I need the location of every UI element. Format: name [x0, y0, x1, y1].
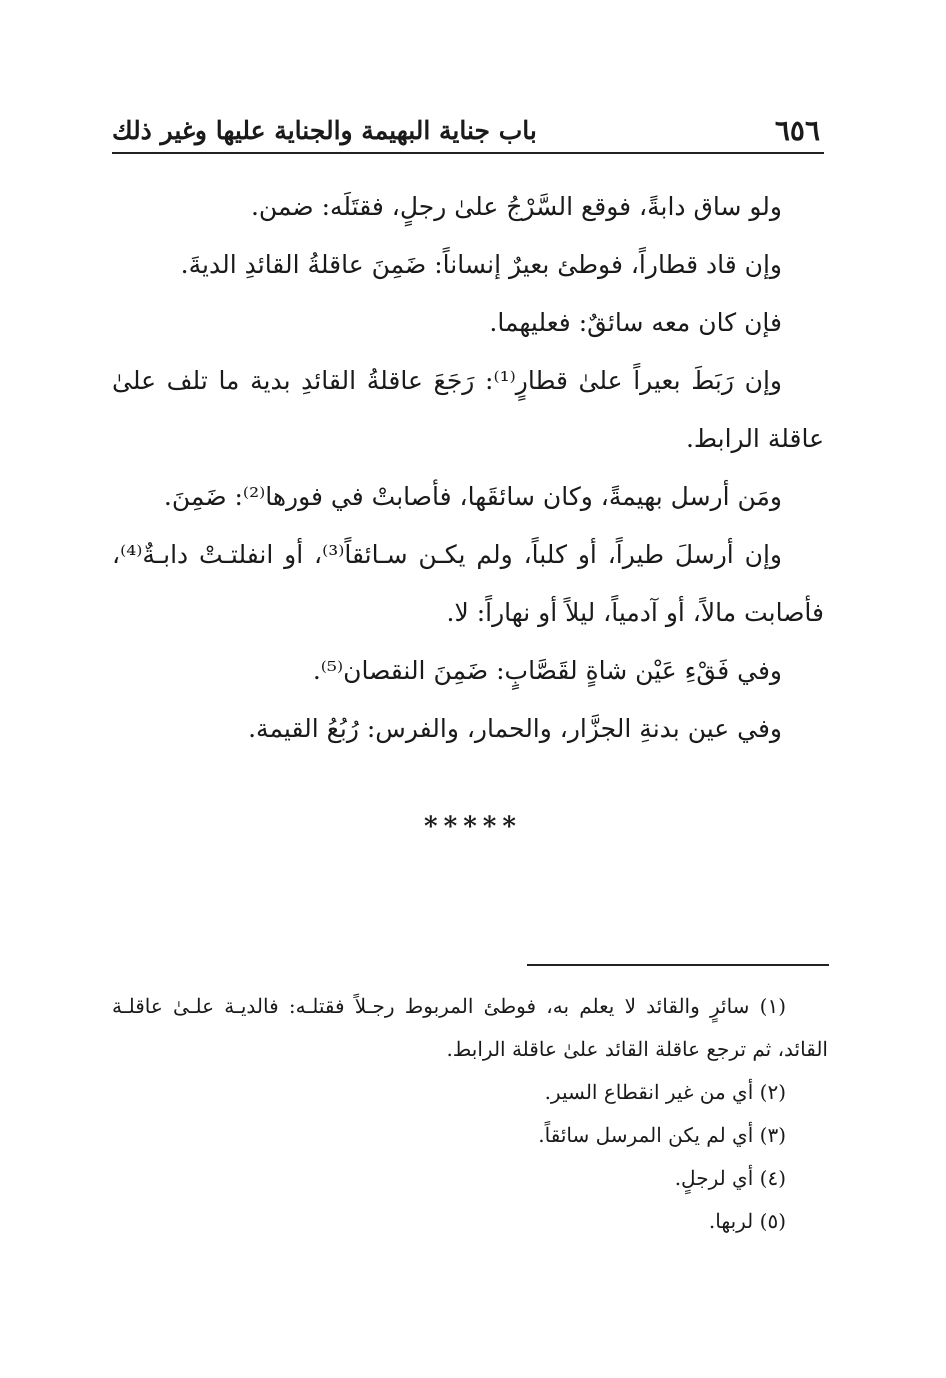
- footnote: (٢) أي من غير انقطاع السير.: [544, 1080, 786, 1104]
- paragraph: وإن قاد قطاراً، فوطئ بعيرٌ إنساناً: ضَمِنَ عاقلةُ القائدِ الديةَ.: [180, 250, 782, 279]
- main-text: [112, 178, 824, 758]
- paragraph: وفي عين بدنةِ الجزَّار، والحمار، والفرس: رُبُعُ القيمة.: [248, 714, 782, 743]
- section-separator: *****: [424, 812, 522, 842]
- page-header: [112, 112, 824, 154]
- footnote: (٤) أي لرجلٍ.: [674, 1166, 786, 1190]
- page-number: ٦٥٦: [774, 114, 820, 147]
- paragraph: ومَن أرسل بهيمةً، وكان سائقَها، فأصابتْ في فورها⁽²⁾: ضَمِنَ.: [163, 482, 782, 511]
- footnote-divider: [527, 964, 829, 966]
- running-title: باب جناية البهيمة والجناية عليها وغير ذلك: [112, 116, 537, 145]
- footnotes: [112, 985, 828, 1243]
- footnote: (١) سائرٍ والقائد لا يعلم به، فوطئ المربوط رجـلاً فقتلـه: فالديـة علـىٰ عاقلـة القائد، ثم ترجع عاقلة القائد علىٰ عاقلة الرابط.: [112, 994, 828, 1061]
- paragraph: فإن كان معه سائقٌ: فعليهما.: [489, 308, 782, 337]
- paragraph: وإن رَبَطَ بعيراً علىٰ قطارٍ⁽¹⁾: رَجَعَ عاقلةُ القائدِ بدية ما تلف علىٰ عاقلة الرابط.: [112, 366, 824, 453]
- paragraph: ولو ساق دابةً، فوقع السَّرْجُ علىٰ رجلٍ، فقتَلَه: ضمن.: [250, 192, 782, 221]
- footnote: (٣) أي لم يكن المرسل سائقاً.: [538, 1123, 786, 1147]
- paragraph: وفي فَقْءِ عَيْن شاةٍ لقَصَّابٍ: ضَمِنَ النقصان⁽⁵⁾.: [312, 656, 782, 685]
- paragraph: وإن أرسلَ طيراً، أو كلباً، ولم يكـن سـائقاً⁽³⁾، أو انفلتـتْ دابـةٌ⁽⁴⁾، فأصابت مالاً، أو آدمياً، ليلاً أو نهاراً: لا.: [112, 540, 824, 627]
- footnote: (٥) لربها.: [708, 1209, 786, 1233]
